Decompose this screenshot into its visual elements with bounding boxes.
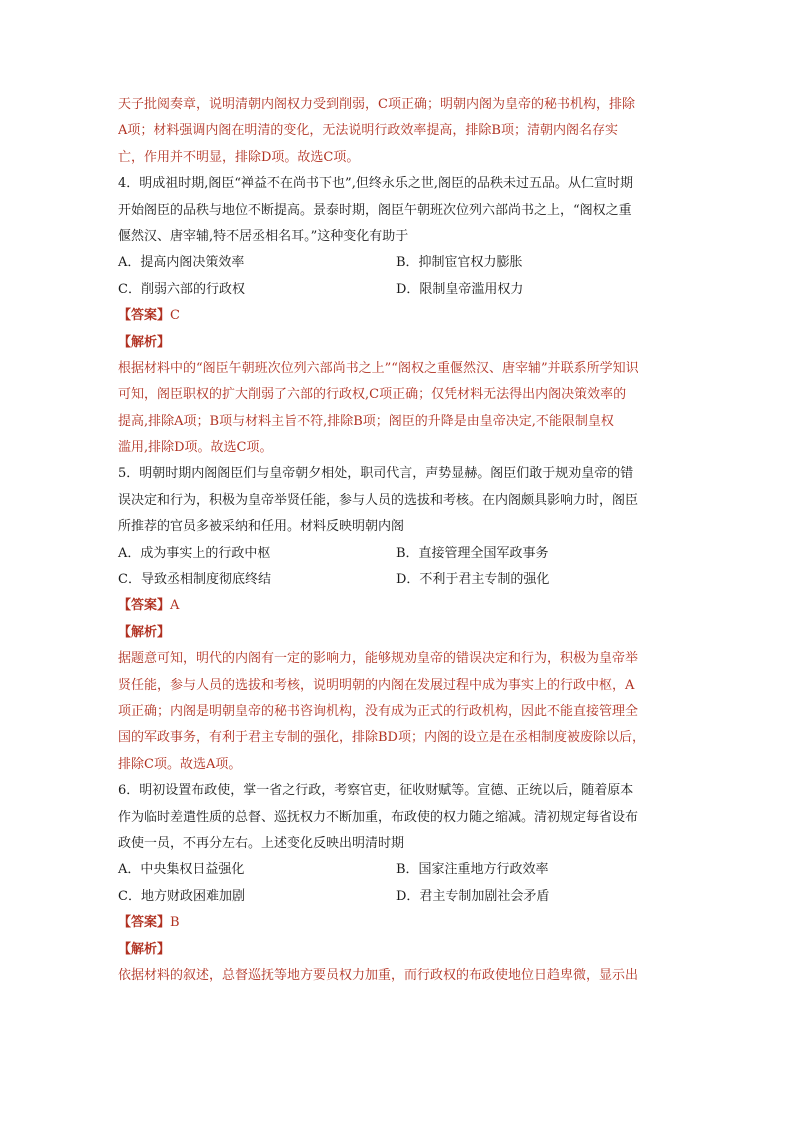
analysis-header: [118, 330, 678, 356]
question-6-options-row-2: [118, 884, 678, 910]
question-4-stem: 4．明成祖时期,阁臣“禅益不在尚书下也”,但终永乐之世,阁臣的品秩未过五品。从仁宣时期: [118, 176, 633, 192]
analysis-line: 滥用,排除D项。故选C项。: [118, 440, 273, 456]
analysis-line: A项；材料强调内阁在明清的变化，无法说明行政效率提高，排除B项；清朝内阁名存实: [118, 123, 618, 139]
analysis-tag: 【解析】: [118, 334, 171, 350]
answer-line: [118, 303, 678, 329]
question-4-options-row-2: [118, 277, 678, 303]
question-5-options-row-2: [118, 567, 678, 593]
document-page: [118, 92, 678, 989]
analysis-tag: 【解析】: [118, 941, 171, 957]
analysis-tag: 【解析】: [118, 624, 171, 640]
question-6-stem: 6．明初设置布政使，掌一省之行政，考察官吏，征收财赋等。宣德、正统以后，随着原本: [118, 783, 634, 799]
option-d: D．限制皇帝滥用权力: [396, 281, 524, 297]
answer-value: B: [170, 915, 180, 931]
option-c: C．地方财政困难加剧: [118, 888, 245, 904]
analysis-header: [118, 620, 678, 646]
option-d: D．不利于君主专制的强化: [396, 572, 550, 588]
question-6-stem: 作为临时差遣性质的总督、巡抚权力不断加重，布政使的权力随之缩减。清初规定每省设布: [118, 809, 639, 825]
analysis-line: 天子批阅奏章，说明清朝内阁权力受到削弱，C项正确；明朝内阁为皇帝的秘书机构，排除: [118, 97, 635, 112]
question-5-stem: 5．明朝时期内阁阁臣们与皇帝朝夕相处，职司代言，声势显赫。阁臣们敢于规劝皇帝的错: [118, 466, 634, 482]
answer-line: [118, 593, 678, 619]
question-4-stem: 开始阁臣的品秩与地位不断提高。景泰时期，阁臣午朝班次位列六部尚书之上，“阁权之重: [118, 202, 632, 218]
option-a: A．提高内阁决策效率: [118, 255, 245, 271]
analysis-line: 据题意可知，明代的内阁有一定的影响力，能够规劝皇帝的错误决定和行为，积极为皇帝举: [118, 651, 639, 667]
answer-tag: 【答案】: [118, 915, 171, 931]
analysis-header: [118, 937, 678, 963]
analysis-line: 依据材料的叙述，总督巡抚等地方要员权力加重，而行政权的布政使地位日趋卑微，显示出: [118, 967, 639, 983]
option-b: B．抑制宦官权力膨胀: [396, 255, 523, 271]
option-a: A．中央集权日益强化: [118, 862, 245, 878]
question-6-options-row-1: [118, 857, 678, 883]
question-5-options-row-1: [118, 541, 678, 567]
question-5-stem: 所推荐的官员多被采纳和任用。材料反映明朝内阁: [118, 519, 405, 535]
question-4-stem: 偃然汉、唐宰辅,特不居丞相名耳。”这种变化有助于: [118, 228, 409, 244]
analysis-line: 贤任能，参与人员的选拔和考核，说明明朝的内阁在发展过程中成为事实上的行政中枢，A: [118, 677, 635, 693]
answer-value: A: [170, 598, 180, 614]
answer-tag: 【答案】: [118, 598, 171, 614]
option-b: B．直接管理全国军政事务: [396, 545, 549, 561]
analysis-line: 国的军政事务，有利于君主专制的强化，排除BD项；内阁的设立是在丞相制度被废除以后，: [118, 730, 645, 746]
option-d: D．君主专制加剧社会矛盾: [396, 888, 550, 904]
answer-tag: 【答案】: [118, 308, 171, 324]
question-5-stem: 误决定和行为，积极为皇帝举贤任能，参与人员的选拔和考核。在内阁颇具影响力时，阁臣: [118, 492, 639, 508]
analysis-line: 提高,排除A项；B项与材料主旨不符,排除B项；阁臣的升降是由皇帝决定,不能限制皇权: [118, 413, 614, 429]
analysis-line: 项正确；内阁是明朝皇帝的秘书咨询机构，没有成为正式的行政机构，因此不能直接管理全: [118, 703, 639, 719]
option-c: C．导致丞相制度彻底终结: [118, 572, 271, 588]
answer-line: [118, 910, 678, 936]
answer-value: C: [170, 308, 180, 324]
question-4-options-row-1: [118, 250, 678, 276]
question-6-stem: 政使一员，不再分左右。上述变化反映出明清时期: [118, 835, 405, 851]
option-c: C．削弱六部的行政权: [118, 281, 245, 297]
option-a: A．成为事实上的行政中枢: [118, 545, 271, 561]
option-b: B．国家注重地方行政效率: [396, 862, 549, 878]
analysis-line: 亡，作用并不明显，排除D项。故选C项。: [118, 149, 360, 165]
analysis-line: 根据材料中的“阁臣午朝班次位列六部尚书之上”“阁权之重偃然汉、唐宰辅”并联系所学知识: [118, 360, 639, 376]
analysis-line: 可知，阁臣职权的扩大削弱了六部的行政权,C项正确；仅凭材料无法得出内阁决策效率的: [118, 387, 627, 403]
analysis-line: 排除C项。故选A项。: [118, 756, 242, 772]
